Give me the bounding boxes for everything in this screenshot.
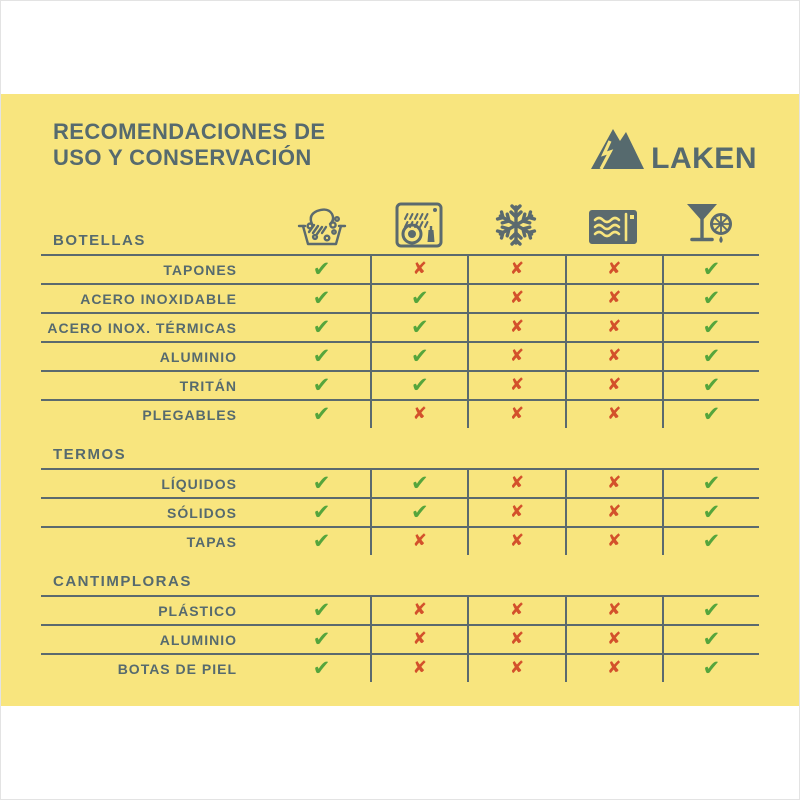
- cross-glyph: ✘: [607, 658, 622, 678]
- cross-glyph: ✘: [412, 404, 427, 424]
- cross-mark: [565, 499, 662, 526]
- row-label: ALUMINIO: [159, 348, 237, 365]
- check-glyph: ✔: [702, 402, 721, 426]
- page-title: [53, 119, 325, 171]
- cross-glyph: ✘: [509, 259, 525, 279]
- check-glyph: ✔: [702, 500, 721, 524]
- row-label: LÍQUIDOS: [161, 475, 237, 492]
- cross-mark: [467, 626, 564, 653]
- check-glyph: ✔: [312, 500, 331, 524]
- check-mark: [273, 256, 370, 283]
- title-line-1: RECOMENDACIONES DE: [53, 119, 326, 144]
- cross-glyph: ✘: [509, 404, 525, 424]
- check-mark: [273, 528, 370, 555]
- cross-glyph: ✘: [607, 404, 622, 424]
- cross-glyph: ✘: [509, 375, 525, 395]
- cross-mark: [370, 597, 467, 624]
- check-glyph: ✔: [702, 471, 721, 495]
- cross-mark: [565, 314, 662, 341]
- cross-mark: [565, 285, 662, 312]
- section-label: TERMOS: [53, 446, 127, 463]
- cross-glyph: ✘: [607, 473, 622, 493]
- cross-mark: [565, 343, 662, 370]
- check-mark: [662, 655, 759, 682]
- cross-glyph: ✘: [607, 600, 622, 620]
- check-glyph: ✔: [312, 373, 331, 397]
- check-mark: [273, 285, 370, 312]
- check-glyph: ✔: [702, 529, 721, 553]
- header: [41, 94, 759, 174]
- cross-mark: [565, 626, 662, 653]
- row-label: ALUMINIO: [159, 631, 237, 648]
- cross-glyph: ✘: [509, 531, 525, 551]
- cross-mark: [565, 372, 662, 399]
- row-label: BOTAS DE PIEL: [117, 660, 237, 677]
- cross-glyph: ✘: [509, 629, 525, 649]
- snowflake-icon: [467, 202, 564, 254]
- table-row: [41, 372, 759, 401]
- cross-mark: [467, 470, 564, 497]
- table-row: [41, 655, 759, 682]
- check-glyph: ✔: [410, 373, 429, 397]
- row-label: TAPONES: [163, 261, 237, 278]
- row-label: TAPAS: [186, 533, 237, 550]
- check-glyph: ✔: [312, 471, 331, 495]
- cross-mark: [370, 626, 467, 653]
- cross-glyph: ✘: [607, 629, 622, 649]
- check-mark: [273, 499, 370, 526]
- cross-mark: [467, 597, 564, 624]
- cross-mark: [370, 401, 467, 428]
- cross-glyph: ✘: [607, 531, 622, 551]
- table-row: [41, 470, 759, 499]
- check-glyph: ✔: [312, 627, 331, 651]
- check-mark: [370, 372, 467, 399]
- check-glyph: ✔: [312, 598, 331, 622]
- check-mark: [662, 470, 759, 497]
- cross-mark: [565, 655, 662, 682]
- check-glyph: ✔: [410, 315, 429, 339]
- check-mark: [370, 499, 467, 526]
- cross-glyph: ✘: [607, 288, 622, 308]
- check-glyph: ✔: [702, 257, 721, 281]
- check-glyph: ✔: [702, 373, 721, 397]
- cross-glyph: ✘: [509, 502, 525, 522]
- cross-glyph: ✘: [412, 600, 427, 620]
- section-label: CANTIMPLORAS: [53, 573, 192, 590]
- table-row: [41, 528, 759, 555]
- mountain-icon: [589, 125, 647, 174]
- row-label: PLEGABLES: [142, 406, 237, 423]
- cross-mark: [565, 470, 662, 497]
- cross-mark: [467, 401, 564, 428]
- row-label: TRITÁN: [179, 377, 237, 394]
- check-glyph: ✔: [312, 402, 331, 426]
- cross-mark: [565, 597, 662, 624]
- cross-glyph: ✘: [509, 473, 525, 493]
- check-glyph: ✔: [312, 529, 331, 553]
- row-label: ACERO INOX. TÉRMICAS: [47, 319, 237, 336]
- cross-mark: [467, 499, 564, 526]
- cross-glyph: ✘: [607, 502, 622, 522]
- section-header-row: [41, 569, 759, 597]
- cross-mark: [467, 256, 564, 283]
- check-mark: [662, 256, 759, 283]
- row-label: ACERO INOXIDABLE: [80, 290, 237, 307]
- cross-mark: [467, 372, 564, 399]
- check-glyph: ✔: [410, 500, 429, 524]
- cross-mark: [565, 401, 662, 428]
- title-line-2: USO Y CONSERVACIÓN: [53, 145, 312, 170]
- cross-glyph: ✘: [607, 259, 622, 279]
- cross-mark: [467, 285, 564, 312]
- check-mark: [273, 626, 370, 653]
- cross-glyph: ✘: [607, 375, 622, 395]
- cross-mark: [467, 314, 564, 341]
- check-mark: [370, 343, 467, 370]
- check-mark: [662, 343, 759, 370]
- care-table: [41, 196, 759, 682]
- check-glyph: ✔: [410, 344, 429, 368]
- check-glyph: ✔: [312, 315, 331, 339]
- check-mark: [273, 597, 370, 624]
- table-row: [41, 597, 759, 626]
- cross-mark: [565, 528, 662, 555]
- cross-mark: [467, 343, 564, 370]
- cross-mark: [370, 655, 467, 682]
- cross-mark: [467, 528, 564, 555]
- check-mark: [273, 401, 370, 428]
- cross-glyph: ✘: [412, 629, 427, 649]
- check-mark: [662, 499, 759, 526]
- check-glyph: ✔: [702, 598, 721, 622]
- content: [41, 94, 759, 682]
- hand-wash-icon: [273, 200, 370, 254]
- cross-glyph: ✘: [607, 346, 622, 366]
- table-row: [41, 343, 759, 372]
- check-mark: [370, 470, 467, 497]
- check-glyph: ✔: [410, 471, 429, 495]
- check-glyph: ✔: [702, 627, 721, 651]
- cross-glyph: ✘: [412, 658, 427, 678]
- row-label: PLÁSTICO: [158, 602, 237, 619]
- cross-glyph: ✘: [509, 600, 525, 620]
- check-mark: [370, 314, 467, 341]
- check-glyph: ✔: [702, 315, 721, 339]
- section-header-row: [41, 442, 759, 470]
- cross-glyph: ✘: [607, 317, 622, 337]
- table-row: [41, 499, 759, 528]
- check-glyph: ✔: [312, 286, 331, 310]
- check-mark: [662, 372, 759, 399]
- check-mark: [273, 470, 370, 497]
- table-row: [41, 285, 759, 314]
- cross-mark: [565, 256, 662, 283]
- cross-glyph: ✘: [412, 259, 427, 279]
- table-row: [41, 256, 759, 285]
- check-glyph: ✔: [312, 257, 331, 281]
- brand-logo: [589, 125, 757, 174]
- check-mark: [662, 528, 759, 555]
- icon-header-row: [41, 196, 759, 256]
- cross-mark: [370, 256, 467, 283]
- check-mark: [662, 626, 759, 653]
- check-mark: [662, 314, 759, 341]
- check-mark: [273, 655, 370, 682]
- check-mark: [370, 285, 467, 312]
- cross-mark: [467, 655, 564, 682]
- check-mark: [273, 343, 370, 370]
- cross-glyph: ✘: [412, 531, 427, 551]
- cross-glyph: ✘: [509, 346, 525, 366]
- section-label: BOTELLAS: [53, 232, 146, 249]
- cross-glyph: ✘: [509, 288, 525, 308]
- check-mark: [662, 597, 759, 624]
- cocktail-citrus-icon: [662, 198, 759, 254]
- brand-name: LAKEN: [651, 142, 757, 175]
- check-glyph: ✔: [702, 286, 721, 310]
- dishwasher-icon: [370, 202, 467, 254]
- table-row: [41, 401, 759, 428]
- microwave-icon: [565, 206, 662, 254]
- check-glyph: ✔: [410, 286, 429, 310]
- cross-glyph: ✘: [509, 317, 525, 337]
- check-mark: [273, 372, 370, 399]
- check-mark: [662, 285, 759, 312]
- table-row: [41, 314, 759, 343]
- table-row: [41, 626, 759, 655]
- cross-mark: [370, 528, 467, 555]
- cross-glyph: ✘: [509, 658, 525, 678]
- check-glyph: ✔: [702, 344, 721, 368]
- check-mark: [273, 314, 370, 341]
- row-label: SÓLIDOS: [166, 504, 237, 521]
- check-glyph: ✔: [312, 344, 331, 368]
- check-mark: [662, 401, 759, 428]
- check-glyph: ✔: [702, 656, 721, 680]
- check-glyph: ✔: [312, 656, 331, 680]
